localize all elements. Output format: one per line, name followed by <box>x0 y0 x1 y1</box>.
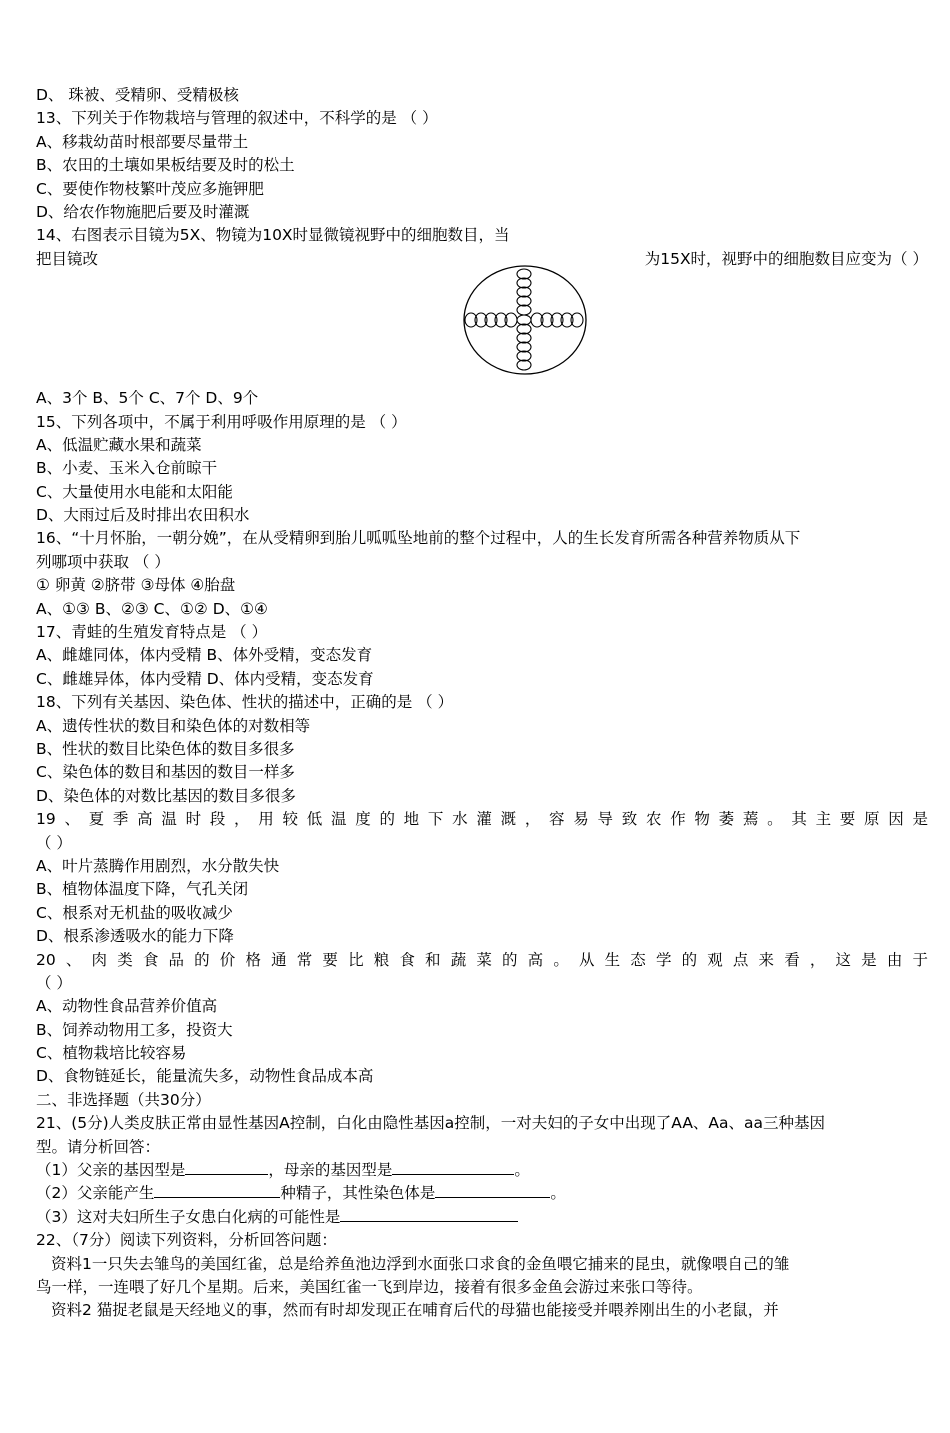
father-genotype-blank[interactable] <box>185 1159 268 1175</box>
q20-option-d: D、食物链延长，能量流失多，动物性食品成本高 <box>36 1067 374 1086</box>
microscope-field-figure <box>36 271 928 387</box>
q15-option-c: C、大量使用水电能和太阳能 <box>36 482 233 501</box>
q21-sub3 <box>36 1206 928 1229</box>
q21-sub2 <box>36 1182 928 1205</box>
section-2-heading: 二、非选择题（共30分） <box>36 1090 211 1109</box>
q20-option-c: C、植物栽培比较容易 <box>36 1044 187 1063</box>
q19-option-c: C、根系对无机盐的吸收减少 <box>36 903 233 922</box>
q14-stem-left: 把目镜改 <box>36 249 99 268</box>
q18-option-b: B、性状的数目比染色体的数目多很多 <box>36 739 295 758</box>
q18-stem: 18、下列有关基因、染色体、性状的描述中，正确的是 （ ） <box>36 693 454 712</box>
q21-sub2-text-a: （2）父亲能产生 <box>36 1184 155 1203</box>
q21-sub1-text-c: 。 <box>514 1161 530 1180</box>
q17-stem: 17、青蛙的生殖发育特点是 （ ） <box>36 623 268 642</box>
q18-option-d: D、染色体的对数比基因的数目多很多 <box>36 786 296 805</box>
q13-stem: 13、下列关于作物栽培与管理的叙述中，不科学的是 （ ） <box>36 109 438 128</box>
q21-sub1-text-a: （1）父亲的基因型是 <box>36 1161 186 1180</box>
q21-sub3-text-a: （3）这对夫妇所生子女患白化病的可能性是 <box>36 1207 341 1226</box>
material-1-line1: 资料1一只失去雏鸟的美国红雀，总是给养鱼池边浮到水面张口求食的金鱼喂它捕来的昆虫，就像喂自己的雏 <box>51 1254 790 1273</box>
field-of-view-circle <box>464 266 586 374</box>
q21-stem-line1: 21、(5分)人类皮肤正常由显性基因A控制，白化由隐性基因a控制，一对夫妇的子女中出现了AA、Aa、aa三种基因 <box>36 1114 826 1133</box>
q19-option-a: A、叶片蒸腾作用剧烈，水分散失快 <box>36 856 280 875</box>
q14-stem-line1: 14、右图表示目镜为5X、物镜为10X时显微镜视野中的细胞数目，当 <box>36 226 510 245</box>
albinism-probability-blank[interactable] <box>340 1206 518 1222</box>
q19-option-b: B、植物体温度下降，气孔关闭 <box>36 880 249 899</box>
q12-option-d: D、 珠被、受精卵、受精极核 <box>36 86 239 104</box>
sex-chromosome-blank[interactable] <box>435 1182 550 1198</box>
sperm-types-blank[interactable] <box>154 1182 280 1198</box>
q13-option-b: B、农田的土壤如果板结要及时的松土 <box>36 156 295 175</box>
q16-stem-line2: 列哪项中获取 （ ） <box>36 552 170 571</box>
q20-stem-line2: （ ） <box>36 973 72 992</box>
q16-stem-line1: 16、“十月怀胎，一朝分娩”，在从受精卵到胎儿呱呱坠地前的整个过程中，人的生长发育所需各种营养物质从下 <box>36 529 801 548</box>
exam-page <box>36 84 928 1323</box>
q19-stem-line1: 19、夏季高温时段，用较低温度的地下水灌溉，容易导致农作物萎蔫。其主要原因是 <box>36 810 928 829</box>
q21-sub2-text-c: 。 <box>550 1184 566 1203</box>
q14-stem-right: 为15X时，视野中的细胞数目应变为（ ） <box>644 249 928 268</box>
material-2-line1: 资料2 猫捉老鼠是天经地义的事，然而有时却发现正在哺育后代的母猫也能接受并喂养刚出生的小老鼠，并 <box>51 1301 779 1320</box>
q20-option-b: B、饲养动物用工多，投资大 <box>36 1020 233 1039</box>
q15-option-b: B、小麦、玉米入仓前晾干 <box>36 459 218 478</box>
q21-sub2-text-b: 种精子，其性染色体是 <box>280 1184 436 1203</box>
q20-stem-line1: 20、肉类食品的价格通常要比粮食和蔬菜的高。从生态学的观点来看，这是由于 <box>36 950 928 969</box>
q16-options: A、①③ B、②③ C、①② D、①④ <box>36 599 268 618</box>
q21-sub1-text-b: ，母亲的基因型是 <box>268 1161 393 1180</box>
q19-option-d: D、根系渗透吸水的能力下降 <box>36 927 234 946</box>
q13-option-c: C、要使作物枝繁叶茂应多施钾肥 <box>36 179 264 198</box>
q21-sub1 <box>36 1159 928 1182</box>
q17-options-cd: C、雌雄异体，体内受精 D、体内受精，变态发育 <box>36 669 374 688</box>
q20-option-a: A、动物性食品营养价值高 <box>36 997 218 1016</box>
q19-stem-line2: （ ） <box>36 833 72 852</box>
q16-items: ① 卵黄 ②脐带 ③母体 ④胎盘 <box>36 576 236 595</box>
q13-option-a: A、移栽幼苗时根部要尽量带土 <box>36 132 249 151</box>
q13-option-d: D、给农作物施肥后要及时灌溉 <box>36 202 250 221</box>
cell-cross-diagram <box>462 264 588 376</box>
mother-genotype-blank[interactable] <box>392 1159 514 1175</box>
q17-options-ab: A、雌雄同体，体内受精 B、体外受精，变态发育 <box>36 646 373 665</box>
cells-group <box>465 269 583 370</box>
q15-option-d: D、大雨过后及时排出农田积水 <box>36 506 250 525</box>
material-1-line2: 鸟一样，一连喂了好几个星期。后来，美国红雀一飞到岸边，接着有很多金鱼会游过来张口等待。 <box>36 1277 703 1296</box>
q15-stem: 15、下列各项中，不属于利用呼吸作用原理的是 （ ） <box>36 412 407 431</box>
q22-stem: 22、（7分）阅读下列资料，分析回答问题： <box>36 1231 337 1250</box>
q15-option-a: A、低温贮藏水果和蔬菜 <box>36 435 202 454</box>
q21-stem-line2: 型。请分析回答： <box>36 1137 161 1156</box>
q18-option-a: A、遗传性状的数目和染色体的对数相等 <box>36 716 311 735</box>
q18-option-c: C、染色体的数目和基因的数目一样多 <box>36 763 295 782</box>
q14-options: A、3个 B、5个 C、7个 D、9个 <box>36 389 259 408</box>
